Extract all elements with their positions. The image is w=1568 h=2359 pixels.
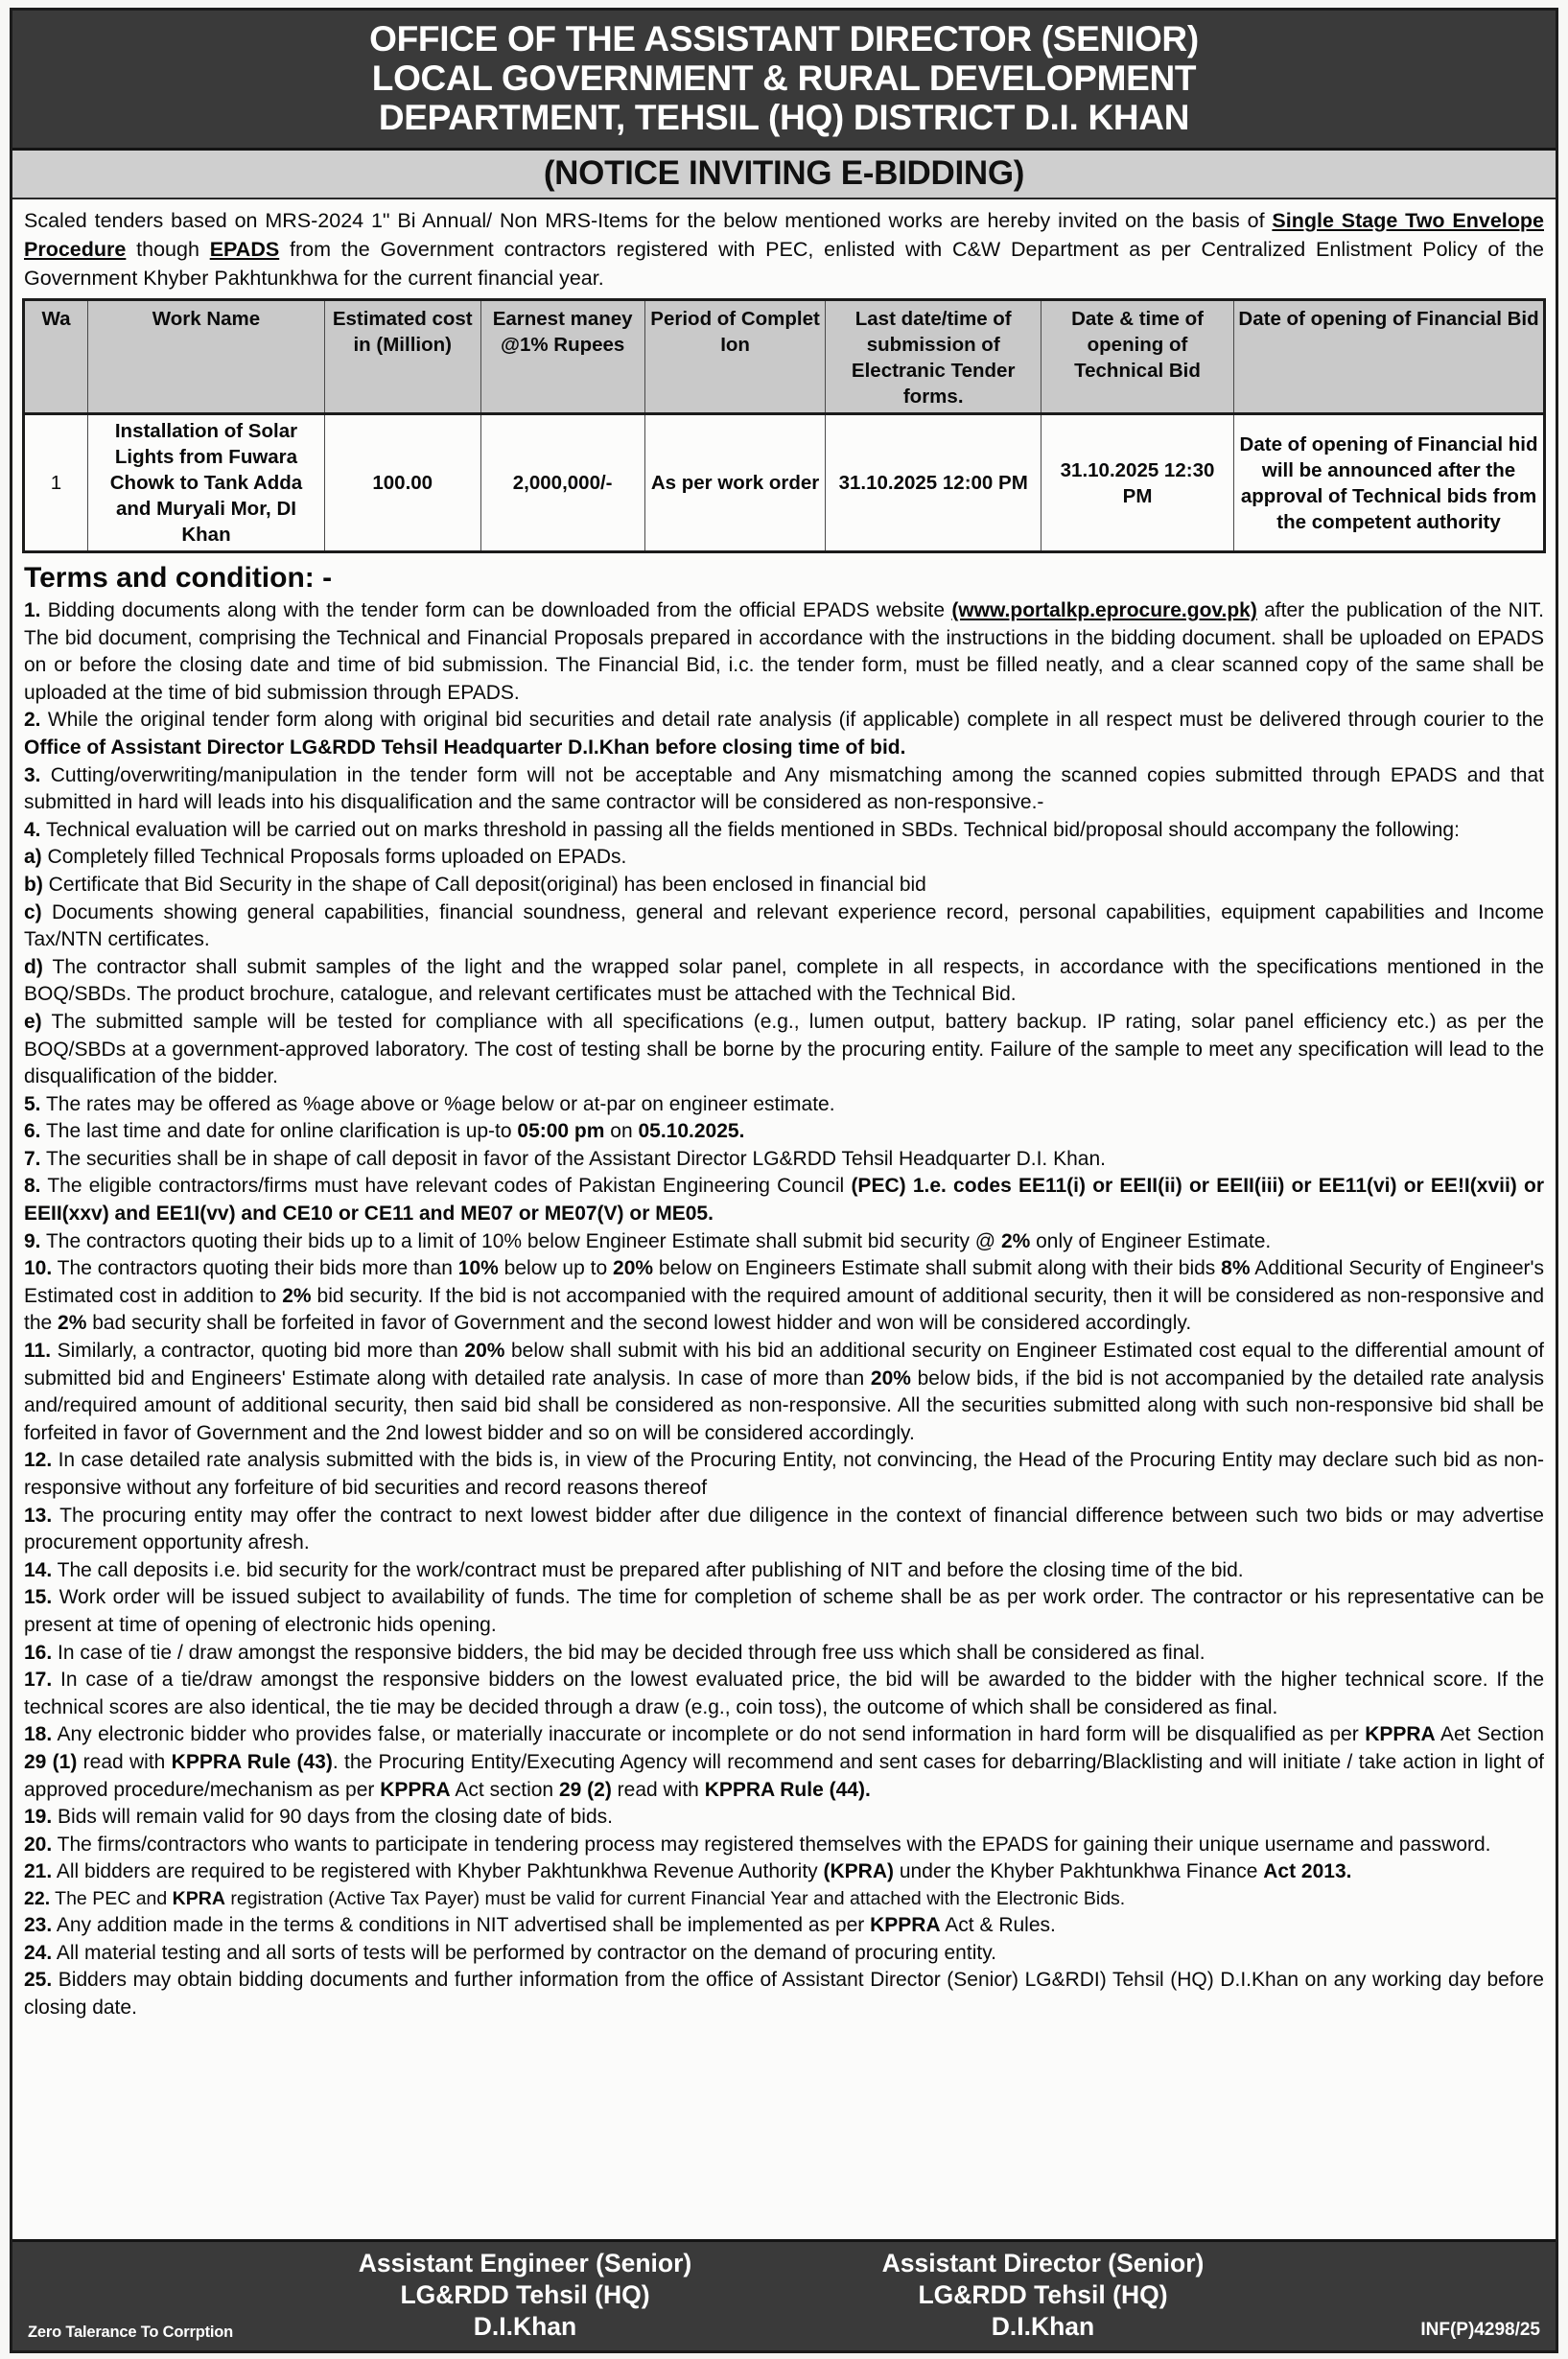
term-number: 1. — [24, 599, 41, 621]
term-item — [24, 1447, 1544, 1502]
term-number: 8. — [24, 1175, 41, 1198]
notice-header — [12, 11, 1556, 151]
term-item — [24, 1009, 1544, 1091]
term-text: The procuring entity may offer the contract to next lowest bidder after due diligence in the context of financial difference between such two bids or may advertise procurement opportunity afresh. — [24, 1504, 1544, 1554]
signature-assistant-director — [842, 2248, 1245, 2343]
term-text: Bidding documents along with the tender form can be downloaded from the official EPADS website (www.portalkp.eprocure.gov.pk) after the publication of the NIT. The bid document, comprising the Technical and Financial Proposals prepared in accordance with the instructions in the bidding document. shall be uploaded on EPADS on or before the closing date and time of bid submission. The Financial Bid, i.c. the tender form, must be filled neatly, and a clear scanned copy of the same shall be uploaded at the time of bid submission through EPADS. — [24, 599, 1544, 704]
term-text: Completely filled Technical Proposals forms uploaded on EPADs. — [41, 846, 627, 869]
term-number: d) — [24, 955, 43, 978]
term-item — [24, 872, 1544, 899]
term-item — [24, 954, 1544, 1009]
term-number: 23. — [24, 1913, 53, 1936]
term-item — [24, 1091, 1544, 1119]
term-number: 15. — [24, 1586, 53, 1609]
intro-bold-epads: EPADS — [209, 238, 280, 261]
term-text: The PEC and KPRA registration (Active Tax Payer) must be valid for current Financial Year and attached with the Electronic Bids. — [50, 1887, 1126, 1909]
term-text: The rates may be offered as %age above or %age below or at-par on engineer estimate. — [40, 1092, 835, 1115]
term-number: 11. — [24, 1340, 52, 1363]
th-last-date-submission: Last date/time of submission of Electranic Tender forms. — [826, 300, 1041, 414]
term-item — [24, 1640, 1544, 1668]
term-text: In case of tie / draw amongst the responsive bidders, the bid may be decided through free uss which shall be considered as final. — [52, 1641, 1205, 1664]
term-number: 10. — [24, 1257, 53, 1280]
th-period-of-completion: Period of Complet Ion — [644, 300, 826, 414]
term-text: All material testing and all sorts of tests will be performed by contractor on the demand of procuring entity. — [52, 1941, 996, 1964]
header-title-line-3: DEPARTMENT, TEHSIL (HQ) DISTRICT D.I. KHAN — [378, 98, 1190, 137]
term-number: 17. — [24, 1669, 53, 1692]
cell-work-name: Installation of Solar Lights from Fuwara Chowk to Tank Adda and Muryali Mor, DI Khan — [88, 414, 325, 552]
term-number: 14. — [24, 1558, 53, 1581]
cell-period: As per work order — [644, 414, 826, 552]
term-text: Any electronic bidder who provides false, or materially inaccurate or incomplete or do not send information in hard form will be disqualified as per KPPRA Aet Section 29 (1) read with KPPRA Rule (43). the Procuring Entity/Executing Agency will recommend and sent cases for debarring/Blacklisting and will initiate / take action in light of approved procedure/mechanism as per KPPRA Act section 29 (2) read with KPPRA Rule (44). — [24, 1723, 1544, 1801]
term-item — [24, 1967, 1544, 2021]
term-item — [24, 1118, 1544, 1146]
term-item — [24, 1584, 1544, 1639]
notice-footer — [12, 2239, 1556, 2350]
term-item — [24, 1338, 1544, 1447]
term-text: Cutting/overwriting/manipulation in the tender form will not be acceptable and Any mismatching among the scanned copies submitted through EPADS and that submitted in hard will leads into his disqualification and the same contractor will be considered as non-responsive.- — [24, 763, 1544, 814]
term-number: 5. — [24, 1092, 41, 1115]
term-number: 3. — [24, 763, 41, 786]
term-item — [24, 899, 1544, 954]
cell-last-date: 31.10.2025 12:00 PM — [826, 414, 1041, 552]
term-text: Similarly, a contractor, quoting bid more than 20% below shall submit with his bid an additional security on Engineer Estimated cost equal to the differential amount of submitted bid and Engineers' Estimate along with detailed rate analysis. In case of more than 20% below bids, if the bid is not accompanied by the detailed rate analysis and/required amount of additional security, then said bid shall be considered as non-responsive. All the securities submitted along with such non-responsive bid shall be forfeited in favor of Government and the 2nd lowest bidder and so on will be considered accordingly. — [24, 1340, 1544, 1444]
th-financial-bid-opening: Date of opening of Financial Bid — [1234, 300, 1545, 414]
terms-section — [12, 553, 1556, 2235]
signature-assistant-engineer — [324, 2248, 727, 2343]
th-technical-bid-opening: Date & time of opening of Technical Bid — [1041, 300, 1234, 414]
term-text: The contractor shall submit samples of the light and the wrapped solar panel, complete in all respects, in accordance with the specifications mentioned in the BOQ/SBDs. The product brochure, catalogue, and relevant certificates must be attached with the Technical Bid. — [24, 955, 1544, 1006]
term-item — [24, 707, 1544, 761]
term-item — [24, 817, 1544, 845]
term-text: Bids will remain valid for 90 days from the closing date of bids. — [52, 1806, 613, 1829]
term-text: In case of a tie/draw amongst the responsive bidders on the lowest evaluated price, the bid will be awarded to the bidder with the higher technical score. If the technical scores are also identical, the tie may be decided through a draw (e.g., coin toss), the outcome of which shall be considered as final. — [24, 1669, 1544, 1718]
table-header-row — [24, 300, 1545, 414]
header-title-line-2: LOCAL GOVERNMENT & RURAL DEVELOPMENT — [371, 58, 1197, 98]
terms-title: Terms and condition: - — [24, 562, 333, 594]
term-number: 19. — [24, 1806, 53, 1829]
th-earnest-money: Earnest maney @1% Rupees — [480, 300, 644, 414]
term-number: 18. — [24, 1723, 53, 1746]
signature-right-line-3: D.I.Khan — [991, 2312, 1095, 2341]
th-work-name: Work Name — [88, 300, 325, 414]
term-number: 2. — [24, 709, 41, 732]
signature-right-line-2: LG&RDD Tehsil (HQ) — [918, 2280, 1168, 2309]
term-text: Documents showing general capabilities, financial soundness, general and relevant experience record, personal capabilities, equipment capabilities and Income Tax/NTN certificates. — [24, 900, 1544, 951]
term-text: The securities shall be in shape of call deposit in favor of the Assistant Director LG&RDD Tehsil Headquarter D.I. Khan. — [40, 1147, 1106, 1170]
term-number: 6. — [24, 1120, 41, 1143]
notice-subtitle: (NOTICE INVITING E-BIDDING) — [543, 154, 1025, 192]
intro-part-2: though — [126, 238, 210, 261]
term-text: The firms/contractors who wants to participate in tendering process may registered themselves with the EPADS for gaining their unique username and password. — [52, 1833, 1491, 1856]
cell-technical-date: 31.10.2025 12:30 PM — [1041, 414, 1234, 552]
signature-left-line-3: D.I.Khan — [473, 2312, 577, 2341]
cell-wa: 1 — [24, 414, 88, 552]
term-item — [24, 597, 1544, 707]
signature-left-line-1: Assistant Engineer (Senior) — [358, 2249, 692, 2277]
term-item — [24, 1146, 1544, 1174]
term-item — [24, 1503, 1544, 1557]
term-item — [24, 1832, 1544, 1859]
th-wa: Wa — [24, 300, 88, 414]
term-text: The submitted sample will be tested for compliance with all specifications (e.g., lumen output, battery backup. IP rating, solar panel efficiency etc.) as per the BOQ/SBDs at a government-approved laboratory. The cost of testing shall be borne by the procuring entity. Failure of the sample to meet any specification will lead to the disqualification of the bidder. — [24, 1010, 1544, 1088]
term-text: All bidders are required to be registered with Khyber Pakhtunkhwa Revenue Authority (KPRA) under the Khyber Pakhtunkhwa Finance Act 2013. — [52, 1860, 1352, 1883]
term-number: 21. — [24, 1860, 53, 1883]
term-item — [24, 762, 1544, 817]
terms-list — [24, 597, 1544, 2021]
term-number: 12. — [24, 1449, 53, 1472]
cell-financial-opening: Date of opening of Financial hid will be announced after the approval of Technical bids from the competent authority — [1234, 414, 1545, 552]
term-number: b) — [24, 873, 43, 896]
term-item — [24, 1667, 1544, 1721]
term-number: 4. — [24, 818, 41, 841]
term-text: In case detailed rate analysis submitted with the bids is, in view of the Procuring Entity, not convincing, the Head of the Procuring Entity may declare such bid as non-responsive without any forfeiture of bid securities and record reasons thereof — [24, 1449, 1544, 1499]
term-text: Any addition made in the terms & conditions in NIT advertised shall be implemented as per KPPRA Act & Rules. — [52, 1913, 1056, 1936]
term-item — [24, 844, 1544, 872]
notice-frame — [10, 8, 1558, 2353]
term-text: While the original tender form along with original bid securities and detail rate analysis (if applicable) complete in all respect must be delivered through courier to the Office of Assistant Director LG&RDD Tehsil Headquarter D.I.Khan before closing time of bid. — [24, 709, 1544, 759]
term-item — [24, 1804, 1544, 1832]
term-number: c) — [24, 900, 42, 923]
term-number: 24. — [24, 1941, 53, 1964]
cell-estimated-cost: 100.00 — [324, 414, 480, 552]
signature-left-line-2: LG&RDD Tehsil (HQ) — [400, 2280, 650, 2309]
works-table — [22, 298, 1546, 553]
term-item — [24, 1228, 1544, 1256]
term-text: The contractors quoting their bids up to a limit of 10% below Engineer Estimate shall submit bid security @ 2% only of Engineer Estimate. — [40, 1229, 1272, 1252]
intro-part-1: Scaled tenders based on MRS-2024 1" Bi Annual/ Non MRS-Items for the below mentioned works are hereby invited on the basis of — [24, 209, 1273, 232]
intro-part-3: from the Government contractors registered with PEC, enlisted with C&W Department as per Centralized Enlistment Policy of the Government Khyber Pakhtunkhwa for the current financial year. — [24, 238, 1544, 290]
term-text: The call deposits i.e. bid security for the work/contract must be prepared after publishing of NIT and before the closing time of the bid. — [52, 1558, 1244, 1581]
table-row — [24, 414, 1545, 552]
term-item — [24, 1912, 1544, 1940]
cell-earnest-money: 2,000,000/- — [480, 414, 644, 552]
term-text: Bidders may obtain bidding documents and further information from the office of Assistant Director (Senior) LG&RDI) Tehsil (HQ) D.I.Khan on any working day before closing date. — [24, 1969, 1544, 2019]
header-title-line-1: OFFICE OF THE ASSISTANT DIRECTOR (SENIOR) — [369, 19, 1199, 58]
signature-right-line-1: Assistant Director (Senior) — [881, 2249, 1205, 2277]
works-table-head — [24, 300, 1545, 414]
notice-subtitle-bar — [12, 151, 1556, 199]
term-text: The eligible contractors/firms must have relevant codes of Pakistan Engineering Council (PEC) 1.e. codes EE11(i) or EEII(ii) or EEII(iii) or EE11(vi) or EE!I(xvii) or EEII(xxv) and EE1I(vv) and CE10 or CE11 and ME07 or ME07(V) or ME05. — [24, 1175, 1544, 1226]
term-text: The contractors quoting their bids more than 10% below up to 20% below on Engineers Estimate shall submit along with their bids 8% Additional Security of Engineer's Estimated cost in addition to 2% bid security. If the bid is not accompanied with the required amount of additional security, then it will be considered as non-responsive and the 2% bad security shall be forfeited in favor of Government and the second lowest hidder and won will be considered accordingly. — [24, 1257, 1545, 1335]
term-number: 22. — [24, 1887, 51, 1909]
term-number: 7. — [24, 1147, 41, 1170]
works-table-wrapper — [12, 294, 1556, 553]
term-number: 20. — [24, 1833, 53, 1856]
term-item — [24, 1940, 1544, 1968]
term-number: e) — [24, 1010, 42, 1033]
term-item — [24, 1886, 1544, 1912]
term-item — [24, 1255, 1544, 1338]
term-number: 16. — [24, 1641, 53, 1664]
term-number: 13. — [24, 1504, 53, 1527]
term-text: Certificate that Bid Security in the shape of Call deposit(original) has been enclosed in financial bid — [42, 873, 926, 896]
intro-bold-procedure: Single Stage Two Envelope Procedure — [24, 209, 1544, 261]
term-number: a) — [24, 846, 42, 869]
zero-tolerance-slogan: Zero Talerance To Corrption — [28, 2324, 234, 2341]
signature-row — [24, 2248, 1544, 2343]
term-text: Work order will be issued subject to availability of funds. The time for completion of scheme shall be as per work order. The contractor or his representative can be present at time of opening of electronic hids opening. — [24, 1586, 1544, 1636]
th-estimated-cost: Estimated cost in (Million) — [324, 300, 480, 414]
term-number: 25. — [24, 1969, 53, 1992]
term-item — [24, 1858, 1544, 1886]
term-item — [24, 1173, 1544, 1227]
term-text: The last time and date for online clarification is up-to 05:00 pm on 05.10.2025. — [40, 1120, 745, 1143]
term-number: 9. — [24, 1229, 41, 1252]
intro-paragraph — [12, 199, 1556, 294]
term-text: Technical evaluation will be carried out on marks threshold in passing all the fields mentioned in SBDs. Technical bid/proposal should accompany the following: — [40, 818, 1460, 841]
term-item — [24, 1721, 1544, 1804]
works-table-body — [24, 414, 1545, 552]
term-item — [24, 1557, 1544, 1585]
inf-reference-code: INF(P)4298/25 — [1420, 2320, 1540, 2340]
